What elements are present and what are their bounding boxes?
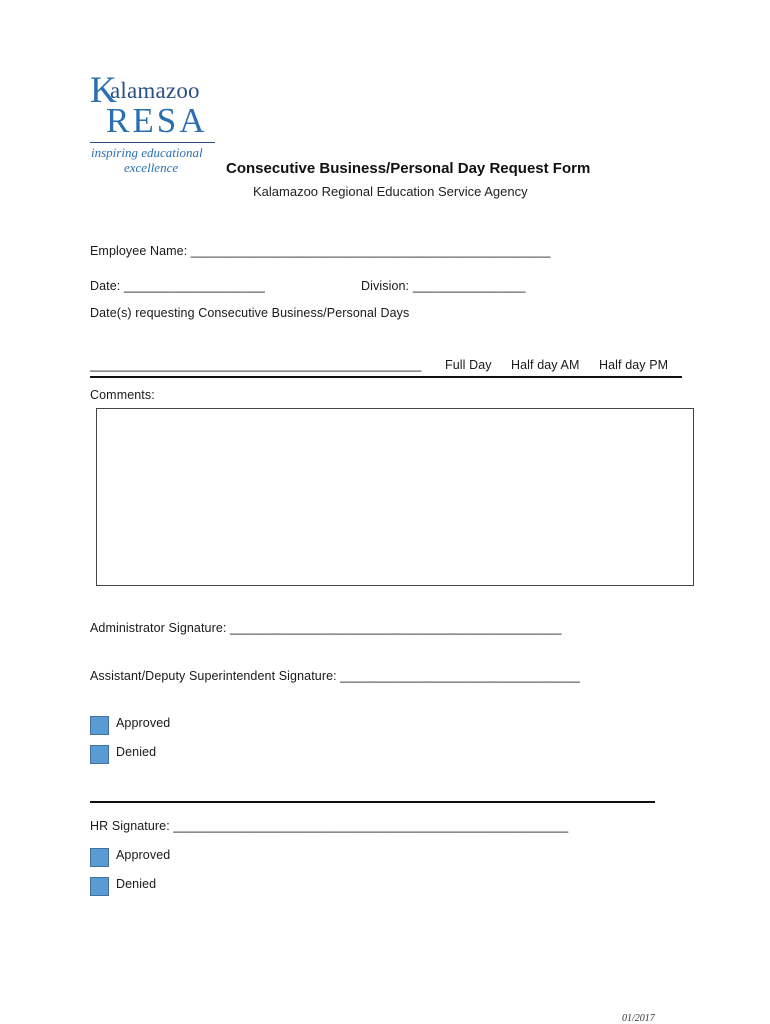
dates-requesting-label: Date(s) requesting Consecutive Business/Personal Days <box>90 306 410 320</box>
logo-resa: RESA <box>106 101 208 140</box>
half-day-pm-option[interactable]: Half day PM <box>599 358 669 372</box>
hr-approved-checkbox[interactable] <box>90 848 109 867</box>
section-divider-top <box>90 376 682 378</box>
logo-rule <box>90 142 215 143</box>
admin-approved-label: Approved <box>116 716 171 730</box>
administrator-signature-field[interactable]: Administrator Signature: _______________________________________________ <box>90 621 562 635</box>
employee-name-field[interactable]: Employee Name: ___________________________________________________ <box>90 244 551 258</box>
assistant-superintendent-signature-field[interactable]: Assistant/Deputy Superintendent Signature: __________________________________ <box>90 669 581 683</box>
comments-label: Comments: <box>90 388 155 402</box>
form-title: Consecutive Business/Personal Day Request Form <box>226 160 591 177</box>
logo-letter-k: K <box>90 70 117 111</box>
dates-requesting-line[interactable]: _______________________________________________ <box>90 358 422 372</box>
full-day-option[interactable]: Full Day <box>445 358 492 372</box>
logo-tagline-line1: inspiring educational <box>91 145 203 160</box>
admin-approved-checkbox[interactable] <box>90 716 109 735</box>
section-divider-bottom <box>90 801 655 803</box>
hr-denied-checkbox[interactable] <box>90 877 109 896</box>
half-day-am-option[interactable]: Half day AM <box>511 358 580 372</box>
division-field[interactable]: Division: ________________ <box>361 279 526 293</box>
hr-signature-field[interactable]: HR Signature: ________________________________________________________ <box>90 819 569 833</box>
admin-denied-label: Denied <box>116 745 157 759</box>
kalamazoo-resa-logo <box>90 72 222 176</box>
date-field[interactable]: Date: ____________________ <box>90 279 265 293</box>
hr-denied-label: Denied <box>116 877 157 891</box>
logo-tagline-line2: excellence <box>124 160 179 175</box>
revision-date: 01/2017 <box>622 1013 655 1024</box>
logo-alamazoo: alamazoo <box>110 78 200 103</box>
form-subtitle: Kalamazoo Regional Education Service Agency <box>253 184 528 199</box>
hr-approved-label: Approved <box>116 848 171 862</box>
comments-textarea[interactable] <box>96 408 694 586</box>
admin-denied-checkbox[interactable] <box>90 745 109 764</box>
